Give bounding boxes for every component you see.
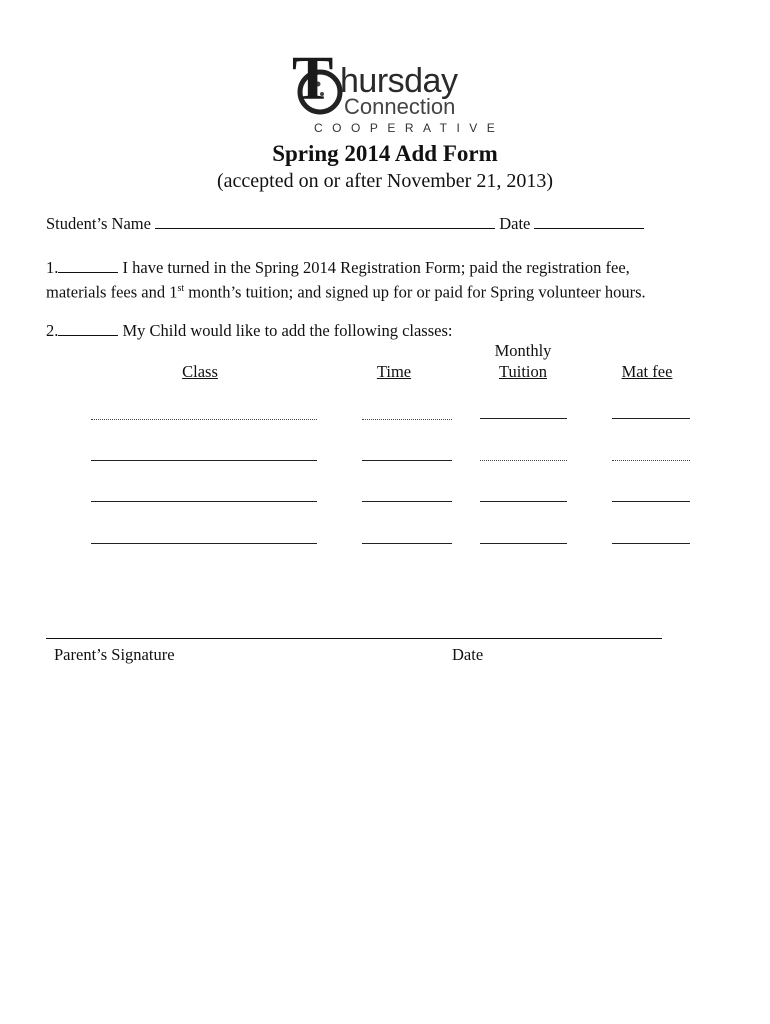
item-1-line-1 [46,258,630,278]
item-2-check-field[interactable] [58,321,118,336]
item-1-line-2 [46,279,646,303]
row-2-time-field[interactable] [362,460,452,461]
item-2-text: My Child would like to add the following classes: [122,321,453,340]
item-2-number: 2. [46,321,59,340]
col-time-header: Time [376,362,412,381]
logo-name: hursday [340,62,458,100]
item-1-text-2b: month’s tuition; and signed up for or paid for Spring volunteer hours. [184,282,646,302]
row-1-tuition-field[interactable] [480,418,567,419]
parent-signature-field[interactable] [46,638,662,639]
row-4-tuition-field[interactable] [480,543,567,544]
row-3-tuition-field[interactable] [480,501,567,502]
row-4-class-field[interactable] [91,543,317,544]
page-title: Spring 2014 Add Form [272,141,498,166]
row-1-mat-fee-field[interactable] [612,418,690,419]
col-tuition-header-top: Monthly [494,341,552,360]
col-tuition-header: Tuition [498,362,547,381]
page-subtitle: (accepted on or after November 21, 2013) [217,170,553,192]
signature-date-label: Date [452,645,484,664]
row-1-time-field[interactable] [362,419,452,420]
student-name-field[interactable] [155,214,495,229]
row-4-time-field[interactable] [362,543,452,544]
item-1-text-2-sup: st [177,283,185,294]
row-1-class-field[interactable] [91,419,317,420]
parent-signature-label: Parent’s Signature [54,645,175,664]
logo [290,45,505,142]
row-4-mat-fee-field[interactable] [612,543,690,544]
item-2-line [46,321,452,341]
col-class-header: Class [182,362,218,381]
row-3-mat-fee-field[interactable] [612,501,690,502]
row-3-class-field[interactable] [91,501,317,502]
logo-subname: Connection [344,94,456,119]
row-2-mat-fee-field[interactable] [612,460,690,461]
col-mat-fee-header: Mat fee [621,362,673,381]
student-name-label: Student’s Name [46,214,151,233]
item-1-number: 1. [46,258,59,277]
item-1-text-1: I have turned in the Spring 2014 Registration Form; paid the registration fee, [122,258,630,277]
logo-tagline: COOPERATIVE [314,121,505,135]
logo-initial: T [292,45,334,113]
row-3-time-field[interactable] [362,501,452,502]
date-label: Date [499,214,531,233]
row-2-tuition-field[interactable] [480,460,567,461]
row-2-class-field[interactable] [91,460,317,461]
date-field[interactable] [534,214,644,229]
student-name-row [46,214,644,234]
item-1-check-field[interactable] [58,258,118,273]
item-1-text-2a: materials fees and 1 [46,282,178,302]
